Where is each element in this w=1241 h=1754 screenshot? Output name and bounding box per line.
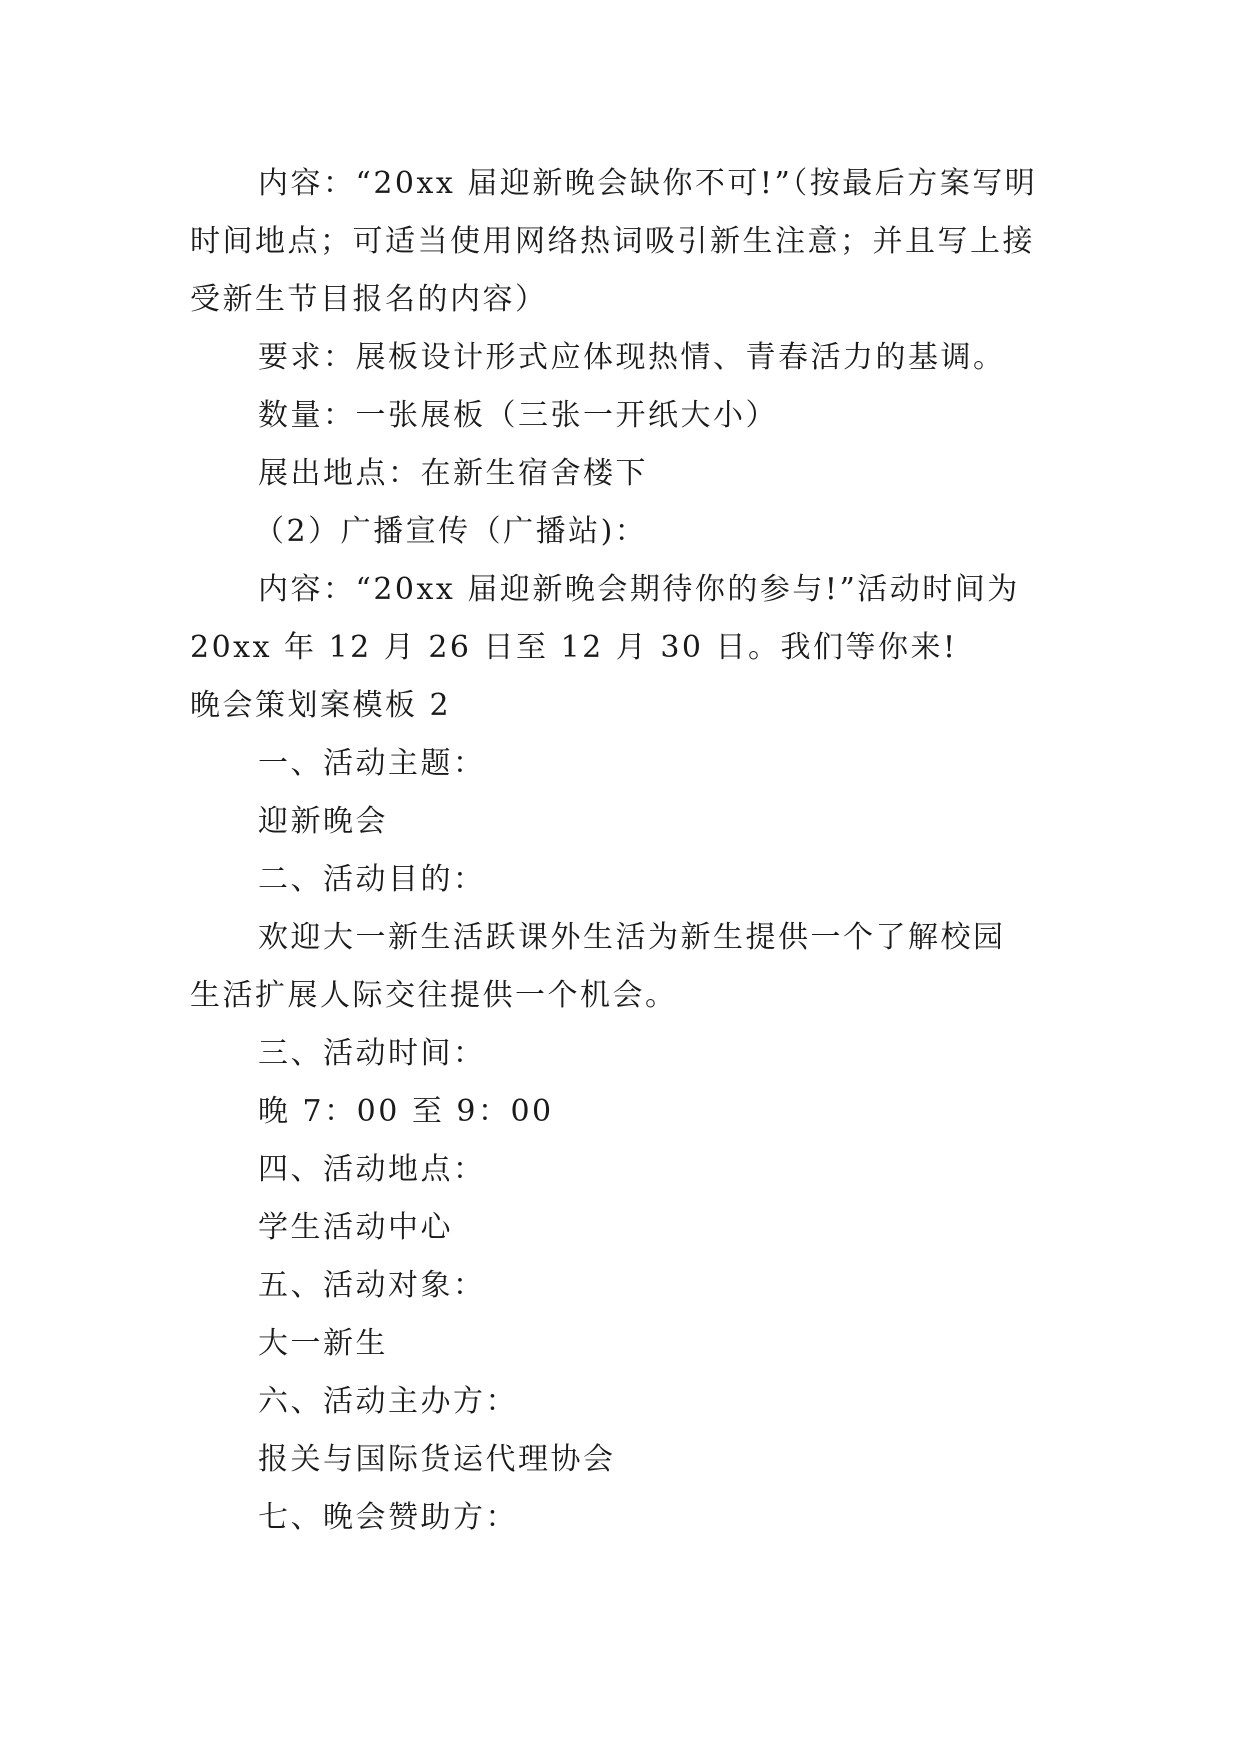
paragraph-line: 晚 7：00 至 9：00 (258, 1094, 554, 1129)
paragraph-line: 受新生节目报名的内容） (190, 282, 548, 317)
paragraph-line: 展出地点：在新生宿舍楼下 (258, 456, 648, 491)
heading-line: 二、活动目的： (258, 862, 486, 897)
heading-line: 五、活动对象： (258, 1268, 486, 1303)
heading-line: 六、活动主办方： (258, 1384, 518, 1419)
paragraph-line: 欢迎大一新生活跃课外生活为新生提供一个了解校园 (258, 920, 1006, 955)
paragraph-line: 时间地点；可适当使用网络热词吸引新生注意；并且写上接 (190, 224, 1035, 259)
heading-line: 四、活动地点： (258, 1152, 486, 1187)
paragraph-line: 报关与国际货运代理协会 (258, 1442, 616, 1477)
paragraph-line: 20xx 年 12 月 26 日至 12 月 30 日。我们等你来! (190, 630, 958, 665)
paragraph-line: 内容：“20xx 届迎新晚会缺你不可!”（按最后方案写明 (258, 166, 1038, 201)
section-title: 晚会策划案模板 2 (190, 688, 452, 723)
heading-line: 三、活动时间： (258, 1036, 486, 1071)
heading-line: 一、活动主题： (258, 746, 486, 781)
paragraph-line: 迎新晚会 (258, 804, 388, 839)
paragraph-line: （2）广播宣传（广播站)： (254, 514, 648, 549)
paragraph-line: 大一新生 (258, 1326, 388, 1361)
paragraph-line: 要求：展板设计形式应体现热情、青春活力的基调。 (258, 340, 1006, 375)
paragraph-line: 数量：一张展板（三张一开纸大小） (258, 398, 778, 433)
paragraph-line: 内容：“20xx 届迎新晚会期待你的参与!”活动时间为 (258, 572, 1020, 607)
paragraph-line: 学生活动中心 (258, 1210, 453, 1245)
heading-line: 七、晚会赞助方： (258, 1500, 518, 1535)
paragraph-line: 生活扩展人际交往提供一个机会。 (190, 978, 678, 1013)
